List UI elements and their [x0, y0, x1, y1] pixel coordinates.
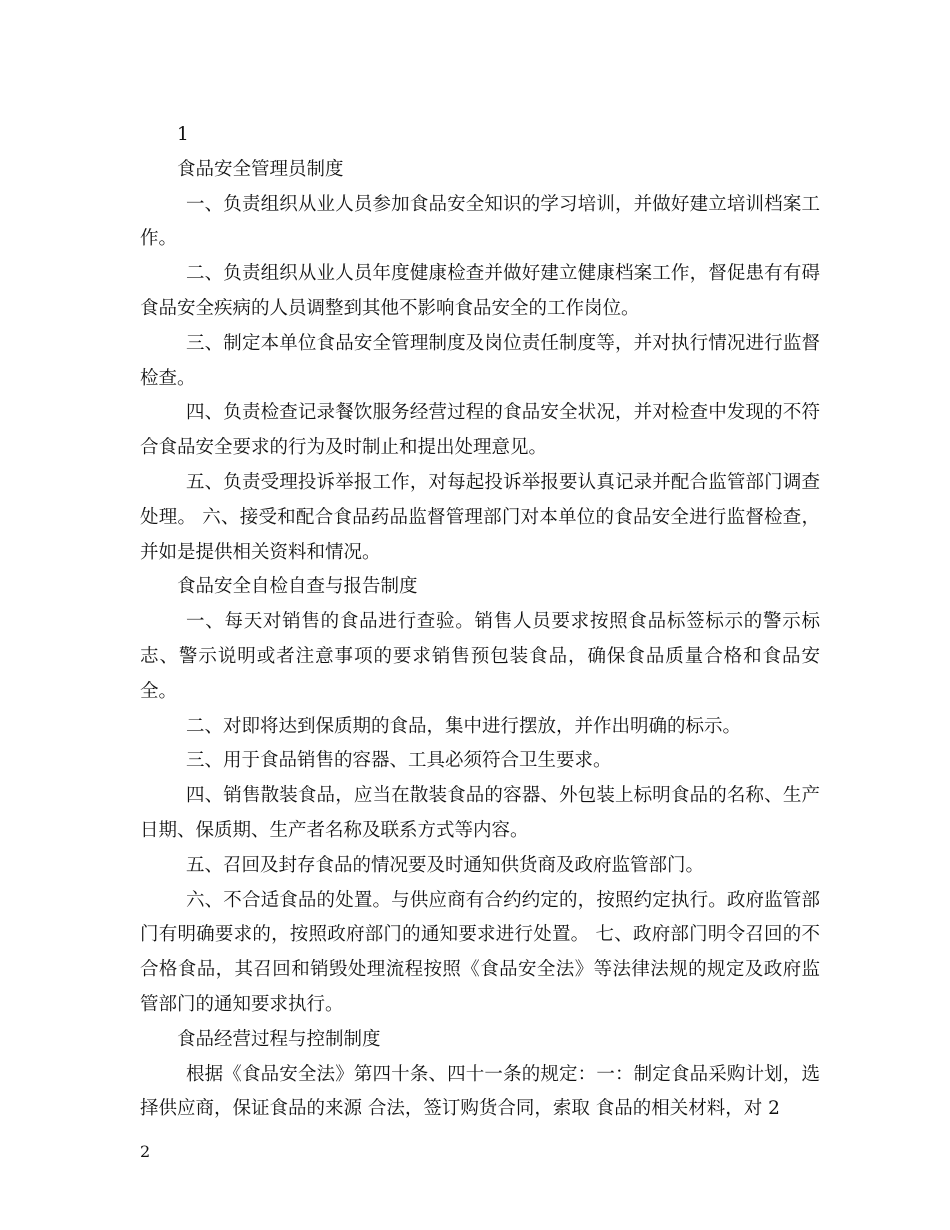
- paragraph: 六、不合适食品的处置。与供应商有合约约定的，按照约定执行。政府监管部门有明确要求的，按照政府部门的通知要求进行处置。 七、政府部门明令召回的不合格食品，其召回和销毁处理流程按照《食品安全法》等法律法规的规定及政府监管部门的通知要求执行。: [140, 889, 820, 1015]
- section-title-self-inspection: 食品安全自检自查与报告制度: [177, 576, 418, 598]
- paragraph: 五、负责受理投诉举报工作，对每起投诉举报要认真记录并配合监管部门调查处理。 六、接受和配合食品药品监督管理部门对本单位的食品安全进行监督检查，并如是提供相关资料和情况。: [140, 471, 820, 563]
- paragraph: 三、用于食品销售的容器、工具必须符合卫生要求。: [186, 750, 612, 772]
- paragraph: 一、负责组织从业人员参加食品安全知识的学习培训，并做好建立培训档案工作。: [140, 193, 820, 250]
- page-number-top: 1: [177, 124, 189, 145]
- paragraph: 四、负责检查记录餐饮服务经营过程的食品安全状况，并对检查中发现的不符合食品安全要求的行为及时制止和提出处理意见。: [140, 402, 820, 459]
- paragraph: 二、负责组织从业人员年度健康检查并做好建立健康档案工作，督促患有有碍食品安全疾病的人员调整到其他不影响食品安全的工作岗位。: [140, 263, 820, 319]
- section-title-operation-control: 食品经营过程与控制制度: [177, 1028, 381, 1050]
- section-title-food-safety-manager: 食品安全管理员制度: [177, 158, 344, 180]
- page-number-bottom: 2: [140, 1142, 151, 1161]
- document-body: [140, 118, 820, 1127]
- paragraph: 四、销售散装食品，应当在散装食品的容器、外包装上标明食品的名称、生产日期、保质期、生产者名称及联系方式等内容。: [140, 785, 820, 841]
- paragraph: 根据《食品安全法》第四十条、四十一条的规定：一：制定食品采购计划，选择供应商，保证食品的来源 合法，签订购货合同，索取 食品的相关材料，对 2: [140, 1063, 820, 1120]
- paragraph: 二、对即将达到保质期的食品，集中进行摆放，并作出明确的标示。: [186, 715, 742, 737]
- paragraph: 五、召回及封存食品的情况要及时通知供货商及政府监管部门。: [186, 854, 705, 876]
- paragraph: 一、每天对销售的食品进行查验。销售人员要求按照食品标签标示的警示标志、警示说明或者注意事项的要求销售预包装食品，确保食品质量合格和食品安全。: [140, 611, 820, 702]
- paragraph: 三、制定本单位食品安全管理制度及岗位责任制度等，并对执行情况进行监督检查。: [140, 332, 820, 389]
